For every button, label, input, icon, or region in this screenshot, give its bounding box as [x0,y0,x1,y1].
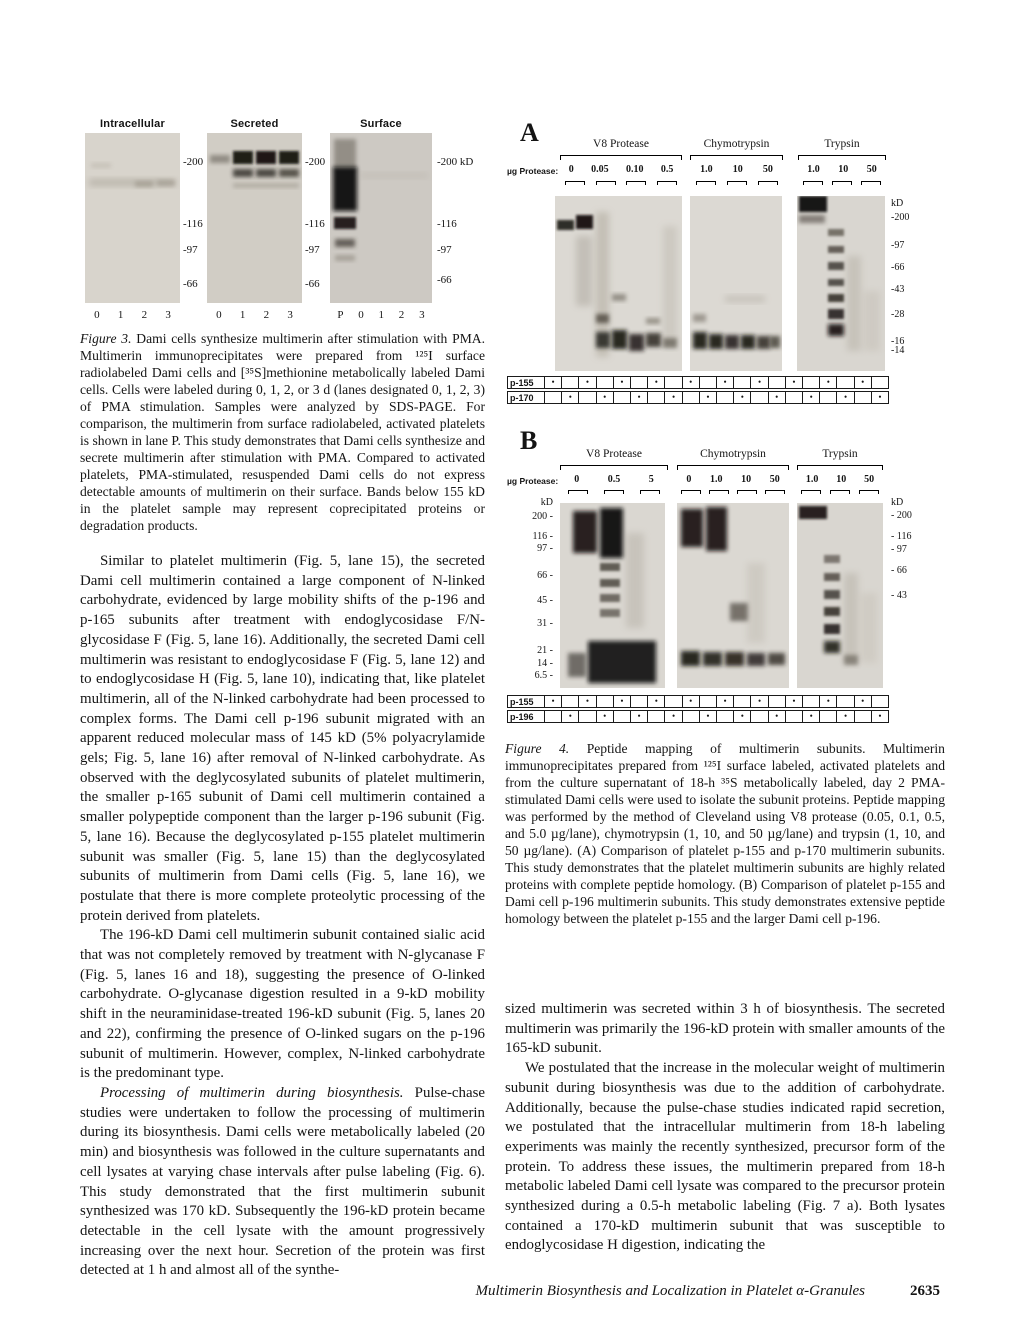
lane-label: 0 [94,309,100,321]
subunit-lane-row-p170 [507,391,889,404]
kd-marker: 45 - [537,595,553,606]
lane-dot: • [545,696,562,707]
lane-pair-brackets [560,490,668,494]
protease-group-label: Trypsin [822,448,858,460]
lane-dot [769,696,786,707]
lane-dot [648,711,665,722]
pair-bracket [657,181,677,185]
lane-dot-cells [545,696,888,707]
lane-dot: • [786,377,803,388]
lane-dot [648,392,665,403]
lane-dot [751,711,768,722]
lane-dot [579,392,596,403]
lane-dot [700,377,717,388]
concentration-value: 1.0 [709,474,723,485]
caption-label: Figure 3. [80,331,132,346]
lane-dot: • [597,392,614,403]
gel-image-b-v8 [560,503,665,688]
lane-dot [597,377,614,388]
concentration-value: 10 [838,164,849,175]
lane-dot: • [648,696,665,707]
gel-panel-title: Secreted [230,118,279,130]
paragraph-lead-italic: Processing of multimerin during biosynthesis. [100,1084,404,1101]
gel-image-b-trypsin [797,503,883,688]
lane-dot [734,696,751,707]
kd-marker: 6.5 - [534,670,553,681]
pair-bracket [709,490,729,494]
lane-dot [855,711,872,722]
right-column-text [505,1000,945,1256]
pair-bracket [801,490,821,494]
kd-marker: 66 - [537,570,553,581]
caption-body: Peptide mapping of multimerin subunits. Multimerin immunoprecipitates prepared from ¹²⁵I surface labeled, activated platelets and from the culture supernatant of 18-h ³⁵S metabolically labeled, day 2 PMA-stimulated Dami cells were used to isolate the subunit proteins. Peptide mapping was performed by the method of Cleveland using V8 protease (0.05, 0.1, 0.5, and 5.0 µg/lane), chymotrypsin (1, 10, and 50 µg/lane) and trypsin (1, 10, and 50 µg/lane). (A) Comparison of platelet p-155 and p-170 multimerin subunits. This study demonstrates that the platelet multimerin subunits are highly related proteins with complete peptide homology. (B) Comparison of platelet p-155 and Dami cell p-196 multimerin subunits. This study demonstrates extensive peptide homology between the platelet p-155 and the larger Dami cell p-196. [505,741,945,926]
group-bracket [560,155,682,160]
concentration-value: 50 [866,164,877,175]
concentration-value: 10 [732,164,743,175]
lane-dot: • [751,696,768,707]
mw-marker: -66 [183,278,198,290]
caption-text [80,330,485,534]
lane-dot: • [855,377,872,388]
pair-bracket [859,490,879,494]
concentration-value: 10 [836,474,847,485]
gel-panel-title: Surface [360,118,402,130]
concentration-value: 0.5 [660,164,674,175]
kd-marker: -14 [891,345,905,356]
pair-bracket [737,490,757,494]
kd-marker: -97 [891,240,905,251]
concentration-value: 50 [864,474,875,485]
concentration-labels [560,164,682,175]
mw-marker: -200 [183,156,204,168]
caption-text [505,740,945,927]
figure-4-caption [505,740,945,927]
concentration-value: 50 [762,164,773,175]
lane-label: 3 [419,309,425,321]
concentration-labels [798,164,886,175]
lane-dot [562,696,579,707]
panel-b-letter: B [520,426,538,455]
pair-bracket [727,181,747,185]
concentration-value: 5 [648,474,654,485]
lane-label: 1 [117,309,124,321]
concentration-value: 0.5 [607,474,621,485]
gel-image-intracellular [85,133,180,303]
concentration-labels [797,474,883,485]
lane-dot [717,392,734,403]
lane-dot-cells [545,711,888,722]
kd-marker: - 43 [891,590,907,601]
lane-dot [872,696,888,707]
lane-dot [631,696,648,707]
lane-label: 1 [378,309,385,321]
concentration-value: 1.0 [807,164,820,175]
concentration-value: 1.0 [700,164,713,175]
kd-marker: 116 - [532,531,553,542]
mw-marker: -116 [305,218,325,230]
kd-marker: - 66 [891,565,907,576]
group-bracket [690,155,783,160]
lane-dot: • [803,711,820,722]
kd-marker: 31 - [537,618,553,629]
pair-bracket [568,490,588,494]
mw-marker: -66 [437,274,452,286]
ug-protease-label: µg Protease: [507,166,559,176]
lane-dot: • [878,392,882,402]
lane-dot: • [683,377,700,388]
lane-dot: • [855,696,872,707]
kd-marker: -200 [891,212,910,223]
lane-labels [207,309,302,321]
figure-3 [80,118,505,330]
lane-dot: • [717,696,734,707]
mw-marker: -200 kD [437,156,474,168]
protease-group-label: V8 Protease [586,448,642,460]
pair-bracket [681,490,701,494]
paragraph-rest: Pulse-chase studies were undertaken to follow the processing of multimerin during its biosynthesis. Dami cells were metabolically labeled (20 min) and biosynthesis was followed in the culture supernatants and cell lysates at varying chase intervals after pulse labeling (Fig. 6). This study demonstrated that the first multimerin subunit synthesized was 170 kD. Subsequently the 196-kD protein became detectable in the cell lysate with the amount progressively increasing over the next hour. Secretion of the protein was first detected at 1 h and almost all of the synthe- [80,1084,485,1279]
concentration-value: 10 [741,474,752,485]
caption-body: Dami cells synthesize multimerin after stimulation with PMA. Multimerin immunoprecipitates were prepared from ¹²⁵I surface radiolabeled Dami cells and [³⁵S]methionine metabolically labeled Dami cells. Cells were labeled during 0, 1, 2, or 3 d (lanes designated 0, 1, 2, 3) of PMA stimulation. Samples were analyzed by SDS-PAGE. For comparison, the multimerin from surface radiolabeled, activated platelets is shown in lane P. This study demonstrates that Dami cells synthesize and secrete multimerin after stimulation with PMA. Compared to activated platelets, PMA-stimulated, resuspended Dami cells do not express detectable amounts of multimerin on their surface. Bands below 155 kD in the platelet sample may represent coprecipitated proteins or degradation products. [80,331,486,533]
lane-dot [803,696,820,707]
kd-marker: -16 [891,336,905,347]
concentration-labels [677,474,789,485]
lane-label: 0 [216,309,222,321]
lane-dot: • [545,377,562,388]
concentration-value: 0 [574,474,580,485]
lane-dot: • [648,377,665,388]
body-paragraph [80,1084,485,1281]
gel-image-surface [330,133,432,303]
concentration-value: 50 [769,474,780,485]
group-bracket [798,155,886,160]
protease-group-label: Trypsin [824,138,860,150]
lane-dot [855,392,872,403]
lane-dot [786,392,803,403]
pair-bracket [861,181,881,185]
group-bracket [797,465,883,470]
lane-labels [85,309,180,321]
lane-dot [683,711,700,722]
lane-dot: • [631,392,648,403]
lane-dot [614,711,631,722]
lane-dot [751,392,768,403]
concentration-value: 1.0 [805,474,819,485]
lane-dot: • [734,711,751,722]
lane-dot: • [579,377,596,388]
subunit-label: p-155 [508,696,545,707]
concentration-labels [560,474,668,485]
pair-bracket [604,490,624,494]
body-paragraph: sized multimerin was secreted within 3 h of biosynthesis. The secreted multimerin was primarily the 196-kD protein with smaller amounts of the 165-kD subunit. [505,1001,945,1057]
lane-dot: • [878,711,882,721]
kd-marker: 200 - [532,511,553,522]
lane-dot: • [837,711,854,722]
pair-bracket [832,181,852,185]
lane-dot: • [597,711,614,722]
lane-dot: • [717,377,734,388]
caption-label: Figure 4. [505,741,570,756]
subunit-lane-row-p196 [507,710,889,723]
lane-dot [545,392,562,403]
lane-label: 2 [398,309,405,321]
body-paragraph: We postulated that the increase in the molecular weight of multimerin subunit during biosynthesis was due to the addition of carbohydrate. Additionally, because the pulse-chase studies indicated rapid secretion, we postulated that the intracellular multimerin from 18-h labeling experiments was mainly the recently synthesized, precursor form of the protein. To address these issues, the multimerin prepared from 18-h metabolic labeled Dami cell lysate was compared to the precursor protein synthesized during a 0.5-h metabolic labeling (Fig. 7 a). Both lysates contained a 170-kD multimerin subunit that was susceptible to endoglycosidase H digestion, indicating the [505,1060,945,1254]
kd-marker: - 97 [891,544,907,555]
pair-bracket [696,181,716,185]
lane-dot [631,377,648,388]
mw-marker: -66 [305,278,320,290]
lane-dot [803,377,820,388]
lane-dot: • [562,711,579,722]
mw-marker: -200 [305,156,326,168]
pair-bracket [626,181,646,185]
lane-dot [734,377,751,388]
kd-marker: -66 [891,262,905,273]
lane-dot: • [837,392,854,403]
kd-marker: - 116 [891,531,912,542]
mw-marker: -97 [305,244,320,256]
kd-marker: -43 [891,284,905,295]
pair-bracket [565,181,585,185]
lane-label: 0 [358,309,364,321]
lane-pair-brackets [690,181,783,185]
lane-label: 3 [165,309,171,321]
lane-dot [837,377,854,388]
pair-bracket [803,181,823,185]
lane-dot: • [665,392,682,403]
lane-dot [665,696,682,707]
kd-marker: 97 - [537,543,553,554]
subunit-lane-row-p155 [507,376,889,389]
lane-label: 3 [287,309,293,321]
lane-dot: • [579,696,596,707]
subunit-lane-row-p155 [507,695,889,708]
lane-dot: • [786,696,803,707]
mw-marker: -97 [437,244,452,256]
lane-dot [872,377,888,388]
lane-dot: • [614,696,631,707]
lane-dot [717,711,734,722]
lane-dot [579,711,596,722]
gel-image-secreted [207,133,302,303]
lane-dot: • [820,377,837,388]
body-paragraph: The 196-kD Dami cell multimerin subunit contained sialic acid that was not completely removed by treatment with N-glycanase F (Fig. 5, lanes 16 and 18), suggesting the presence of O-linked carbohydrate. O-glycanase digestion resulted in a 9-kD mobility shift in the neuraminidase-treated 196-kD subunit (Fig. 5, lanes 20 and 22), confirming the presence of O-linked sugars on the p-196 subunit of multimerin. However, complex, N-linked carbohydrate is the predominant type. [80,927,485,1082]
gel-image-a-v8 [555,196,682,371]
lane-dot: • [751,377,768,388]
kd-marker: kD [891,497,904,508]
lane-dot: • [700,392,717,403]
gel-image-a-chymotrypsin [690,196,782,371]
concentration-value: 0 [568,164,574,175]
lane-dot: • [683,696,700,707]
left-column-text [80,552,485,1281]
lane-pair-brackets [798,181,886,185]
lane-dot [820,392,837,403]
kd-marker: kD [891,198,904,209]
protease-group-label: V8 Protease [593,138,649,150]
figure-4 [505,118,953,736]
ug-protease-label: µg Protease: [507,476,559,486]
gel-image-b-chymotrypsin [677,503,789,688]
group-bracket [677,465,789,470]
lane-dot [786,711,803,722]
lane-label: 2 [263,309,270,321]
lane-labels [330,309,432,321]
kd-marker: -28 [891,309,905,320]
pair-bracket [765,490,785,494]
kd-marker: kD [540,497,553,508]
concentration-value: 0.05 [591,164,609,175]
lane-dot: • [734,392,751,403]
lane-dot: • [614,377,631,388]
subunit-label: p-196 [508,711,545,722]
group-bracket [560,465,668,470]
lane-pair-brackets [560,181,682,185]
kd-marker: 21 - [537,645,553,656]
lane-dot [683,392,700,403]
mw-marker: -116 [183,218,203,230]
lane-dot [545,711,562,722]
lane-dot [614,392,631,403]
lane-label: 2 [141,309,148,321]
concentration-value: 0.10 [625,164,644,175]
lane-dot [837,696,854,707]
lane-dot [700,696,717,707]
lane-dot: • [631,711,648,722]
lane-dot [562,377,579,388]
lane-dot [769,377,786,388]
protease-group-label: Chymotrypsin [703,138,770,150]
lane-dot: • [820,696,837,707]
lane-dot: • [562,392,579,403]
protease-group-label: Chymotrypsin [700,448,766,460]
lane-pair-brackets [677,490,789,494]
subunit-label: p-155 [508,377,545,388]
kd-marker: - 200 [891,510,912,521]
lane-pair-brackets [797,490,883,494]
lane-dot-cells [545,377,888,388]
mw-marker: -116 [437,218,457,230]
body-paragraph: Similar to platelet multimerin (Fig. 5, lane 15), the secreted Dami cell multimerin contained a large component of N-linked carbohydrate, evidenced by large mobility shifts of the p-196 and p-165 subunits after treatment with endoglycosidase F/N-glycosidase F (Fig. 5, lane 16). Additionally, the secreted Dami cell multimerin was resistant to endoglycosidase F (Fig. 5, lane 12) and to endoglycosidase H (Fig. 5, lane 10), indicating that, like platelet multimerin, all of the N-linked carbohydrate had been processed to complex forms. The Dami cell p-196 subunit migrated with an apparent reduced molecular mass of 145 kD (5% polyacrylamide gels; Fig. 5, lane 16) after removal of N-linked carbohydrate. As observed with the deglycosylated subunits of platelet multimerin, the smaller p-165 subunit of Dami cell multimerin contained a smaller polypeptide component than the larger p-196 subunit (Fig. 5, lane 16). Because the deglycosylated p-155 platelet multimerin subunit was smaller (Fig. 5, lane 15) than the deglycosylated subunits of multimerin from Dami cells (Fig. 5, lane 16), we postulate that there is more complete proteolytic processing of the protein derived from platelets. [80,553,485,924]
running-title: Multimerin Biosynthesis and Localization in Platelet α-Granules [475,1283,865,1299]
panel-a-letter: A [520,118,539,147]
kd-marker: 14 - [537,658,553,669]
page-number: 2635 [910,1283,940,1299]
gel-image-a-trypsin [797,196,885,371]
lane-dot: • [700,711,717,722]
lane-dot: • [769,392,786,403]
pair-bracket [640,490,660,494]
lane-label: P [337,309,344,321]
page-footer [80,1283,940,1300]
lane-dot [665,377,682,388]
lane-dot [820,711,837,722]
pair-bracket [596,181,616,185]
lane-dot: • [769,711,786,722]
lane-dot: • [803,392,820,403]
lane-label: 1 [239,309,246,321]
mw-marker: -97 [183,244,198,256]
pair-bracket [758,181,778,185]
concentration-labels [690,164,783,175]
subunit-label: p-170 [508,392,545,403]
lane-dot: • [665,711,682,722]
gel-panel-title: Intracellular [100,118,165,130]
gel-panel-surface [330,118,505,328]
lane-dot [597,696,614,707]
figure-3-caption [80,330,485,534]
pair-bracket [830,490,850,494]
concentration-value: 0 [686,474,692,485]
lane-dot-cells [545,392,888,403]
